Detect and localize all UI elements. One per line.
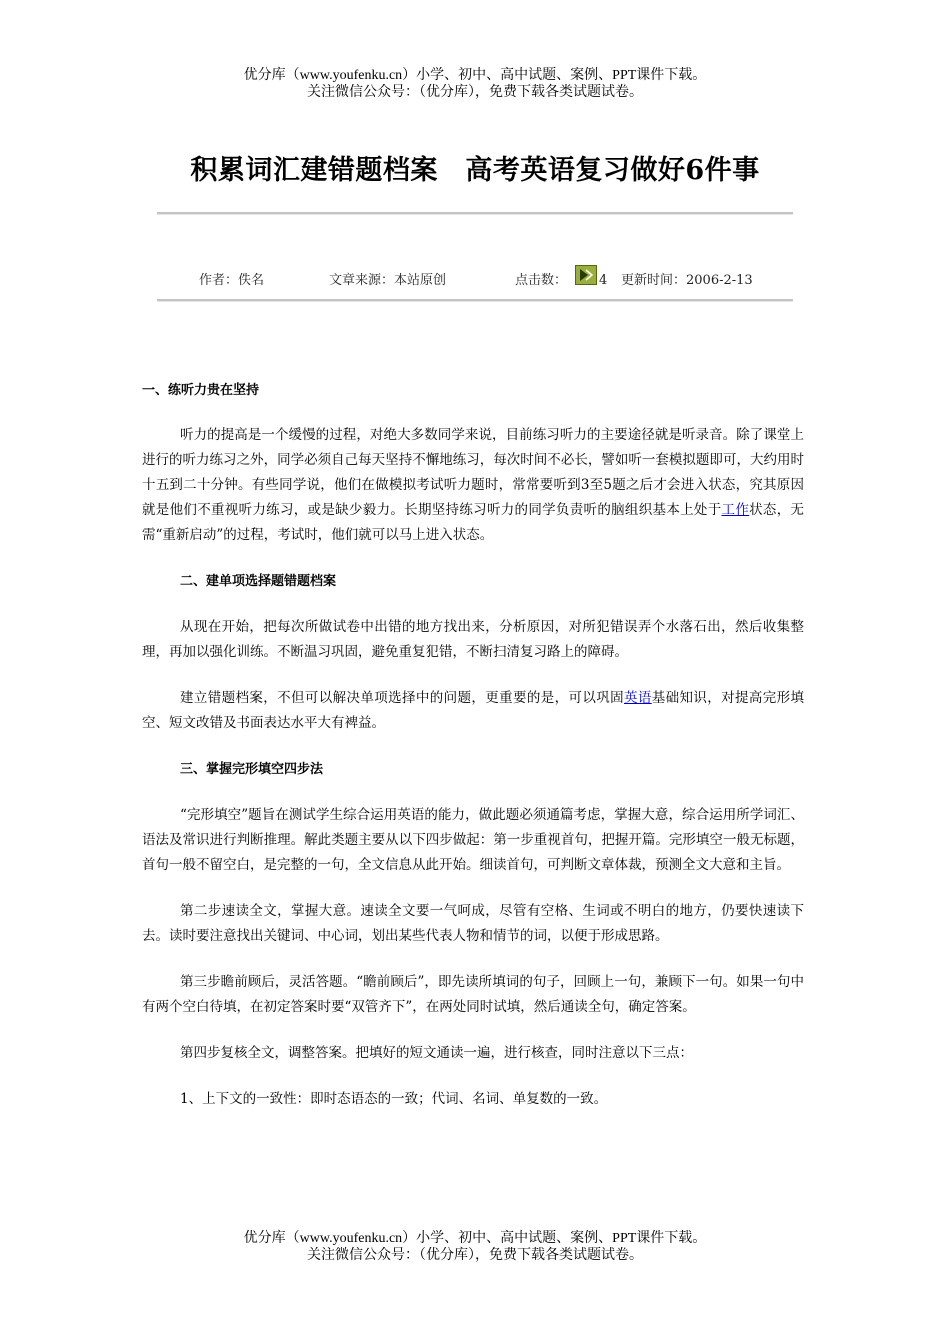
paragraph-text: 听力的提高是一个缓慢的过程，对绝大多数同学来说，目前练习听力的主要途径就是听录音。除了课堂上进行的听力练习之外，同学必须自己每天坚持不懈地练习，每次时间不必长，譬如听一套模拟题即可，大约用时十五到二十分钟。有些同学说，他们在做模拟考试听力题时，常常要听到3至5题之后才会进入状态，究其原因就是他们不重视听力练习，或是缺少毅力。长期坚持练习听力的同学负责听的脑组织基本上处于	[142, 427, 804, 518]
title-divider	[157, 212, 793, 215]
header-line-1: 优分库（www.youfenku.cn）小学、初中、高中试题、案例、PPT课件下载。	[243, 68, 707, 83]
page-footer	[0, 1230, 950, 1264]
page-header	[0, 67, 950, 101]
paragraph-point-1: 1、上下文的一致性：即时态语态的一致；代词、名词、单复数的一致。	[180, 1091, 608, 1107]
meta-source: 文章来源：本站原创	[329, 273, 447, 288]
article-body	[142, 378, 804, 1112]
article-title: 积累词汇建错题档案 高考英语复习做好6件事	[190, 155, 760, 186]
meta-hits-value: 4	[599, 273, 608, 288]
hit-counter-icon	[575, 265, 597, 285]
paragraph-error-archive: 从现在开始，把每次所做试卷中出错的地方找出来，分析原因，对所犯错误弄个水落石出，然后收集整理，再加以强化训练。不断温习巩固，避免重复犯错，不断扫清复习路上的障碍。	[142, 619, 804, 660]
section-heading-1: 一、练听力贵在坚持	[142, 383, 260, 398]
paragraph-step-4: 第四步复核全文，调整答案。把填好的短文通读一遍，进行核查，同时注意以下三点：	[180, 1045, 693, 1061]
paragraph-cloze-intro: “完形填空”题旨在测试学生综合运用英语的能力，做此题必须通篇考虑，掌握大意，综合运用所学词汇、语法及常识进行判断推理。解此类题主要从以下四步做起：第一步重视首句，把握开篇。完形填空一般无标题，首句一般不留空白，是完整的一句，全文信息从此开始。细读首句，可判断文章体裁，预测全文大意和主旨。	[142, 807, 804, 873]
paragraph-text: 基础知识，对提高完形填空、短文改错及书面表达水平大有裨益。	[142, 690, 804, 731]
meta-divider	[157, 299, 793, 302]
paragraph-text: 状态，无需“重新启动”的过程，考试时，他们就可以马上进入状态。	[142, 502, 805, 543]
footer-line-1: 优分库（www.youfenku.cn）小学、初中、高中试题、案例、PPT课件下载。	[243, 1231, 707, 1246]
meta-hits-label: 点击数：	[515, 273, 568, 288]
paragraph-step-2: 第二步速读全文，掌握大意。速读全文要一气呵成，尽管有空格、生词或不明白的地方，仍要快速读下去。读时要注意找出关键词、中心词，划出某些代表人物和情节的词，以便于形成思路。	[142, 903, 804, 944]
paragraph-listening	[142, 423, 804, 548]
meta-updated: 更新时间：2006-2-13	[621, 273, 753, 288]
header-line-2: 关注微信公众号：（优分库），免费下载各类试题试卷。	[307, 85, 643, 100]
link-english[interactable]: 英语	[624, 690, 652, 706]
paragraph-step-3: 第三步瞻前顾后，灵活答题。“瞻前顾后”，即先读所填词的句子，回顾上一句，兼顾下一句。如果一句中有两个空白待填，在初定答案时要“双管齐下”，在两处同时试填，然后通读全句，确定答案。	[142, 974, 804, 1015]
paragraph-archive-benefit	[142, 686, 804, 736]
article-meta	[157, 271, 793, 291]
footer-line-2: 关注微信公众号：（优分库），免费下载各类试题试卷。	[307, 1248, 643, 1263]
paragraph-text: 建立错题档案，不但可以解决单项选择中的问题，更重要的是，可以巩固	[180, 690, 624, 706]
link-work[interactable]: 工作	[721, 502, 750, 518]
section-heading-3: 三、掌握完形填空四步法	[180, 762, 324, 777]
meta-author: 作者：佚名	[199, 273, 265, 288]
section-heading-2: 二、建单项选择题错题档案	[180, 574, 337, 589]
